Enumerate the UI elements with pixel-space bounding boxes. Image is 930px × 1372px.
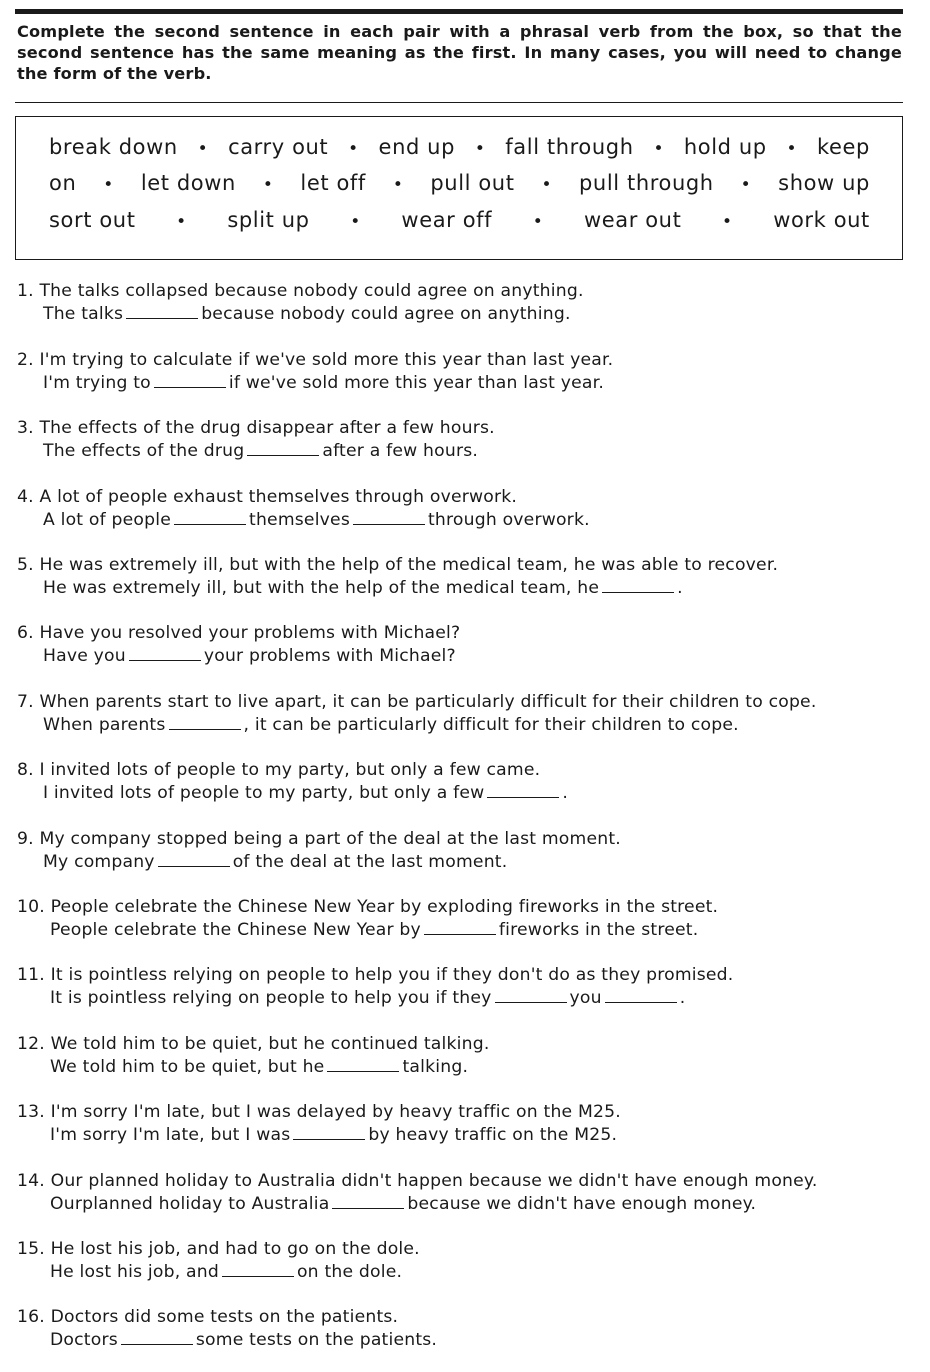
rewrite-sentence <box>17 1124 907 1147</box>
item-number: 14. <box>17 1171 45 1191</box>
word-box-row <box>49 208 870 238</box>
sentence-fragment: . <box>677 578 683 598</box>
original-sentence <box>17 1170 907 1193</box>
sentence-fragment: I'm trying to <box>43 373 151 393</box>
phrasal-verb-option: pull out <box>430 171 515 195</box>
phrasal-verb-option: carry out <box>228 135 329 159</box>
phrasal-verb-option: on <box>49 171 77 195</box>
exercise-item <box>17 1170 907 1216</box>
item-number: 5. <box>17 555 34 575</box>
original-sentence <box>17 1101 907 1124</box>
original-sentence-text: The talks collapsed because nobody could agree on anything. <box>39 281 584 301</box>
sentence-fragment: I'm sorry I'm late, but I was <box>50 1125 291 1145</box>
item-number: 2. <box>17 350 34 370</box>
item-number: 15. <box>17 1239 45 1259</box>
rewrite-sentence <box>17 645 907 668</box>
answer-blank[interactable] <box>293 1125 365 1140</box>
sentence-fragment: by heavy traffic on the M25. <box>368 1125 618 1145</box>
item-number: 9. <box>17 829 34 849</box>
original-sentence-text: Doctors did some tests on the patients. <box>50 1307 399 1327</box>
bullet-separator: • <box>532 212 544 232</box>
original-sentence <box>17 280 907 303</box>
phrasal-verb-option: pull through <box>579 171 714 195</box>
rewrite-sentence <box>17 577 907 600</box>
sentence-fragment: talking. <box>402 1057 469 1077</box>
bullet-separator: • <box>653 139 665 159</box>
phrasal-verb-option: break down <box>49 135 178 159</box>
original-sentence <box>17 622 907 645</box>
answer-blank[interactable] <box>332 1194 404 1209</box>
original-sentence <box>17 486 907 509</box>
rewrite-sentence <box>17 372 907 395</box>
bullet-separator: • <box>197 139 209 159</box>
item-number: 3. <box>17 418 34 438</box>
divider-line <box>15 102 903 103</box>
sentence-fragment: I invited lots of people to my party, but only a few <box>43 783 485 803</box>
exercise-item <box>17 1101 907 1147</box>
item-number: 4. <box>17 487 34 507</box>
instructions: Complete the second sentence in each pair with a phrasal verb from the box, so that the second sentence has the same meaning as the first. In many cases, you will need to change the form of the verb. <box>17 22 902 83</box>
original-sentence <box>17 554 907 577</box>
sentence-fragment: through overwork. <box>427 510 590 530</box>
top-rule <box>15 9 903 14</box>
sentence-fragment: . <box>679 988 686 1008</box>
sentence-fragment: Have you <box>43 646 126 666</box>
bullet-separator: • <box>392 175 404 195</box>
bullet-separator: • <box>786 139 798 159</box>
original-sentence-text: The effects of the drug disappear after a few hours. <box>39 418 495 438</box>
rewrite-sentence <box>17 782 907 805</box>
original-sentence-text: I invited lots of people to my party, but only a few came. <box>39 760 541 780</box>
exercise-item <box>17 280 907 326</box>
sentence-fragment: your problems with Michael? <box>203 646 456 666</box>
phrasal-verb-option: end up <box>378 135 456 159</box>
answer-blank[interactable] <box>605 988 677 1003</box>
item-number: 1. <box>17 281 34 301</box>
rewrite-sentence <box>17 1193 907 1216</box>
original-sentence <box>17 1306 907 1329</box>
original-sentence-text: He lost his job, and had to go on the dole. <box>50 1239 420 1259</box>
answer-blank[interactable] <box>327 1057 399 1072</box>
rewrite-sentence <box>17 1261 907 1284</box>
exercise-item <box>17 896 907 942</box>
sentence-fragment: He lost his job, and <box>50 1262 219 1282</box>
bullet-separator: • <box>350 212 361 232</box>
original-sentence-text: Our planned holiday to Australia didn't happen because we didn't have enough money. <box>50 1171 818 1191</box>
phrasal-verb-option: split up <box>227 208 310 232</box>
sentence-fragment: The talks <box>43 304 124 324</box>
bullet-separator: • <box>348 139 359 159</box>
item-number: 11. <box>17 965 45 985</box>
item-number: 8. <box>17 760 34 780</box>
original-sentence <box>17 691 907 714</box>
bullet-separator: • <box>176 212 187 232</box>
sentence-fragment: My company <box>43 852 155 872</box>
answer-blank[interactable] <box>121 1330 193 1345</box>
exercise-item <box>17 622 907 668</box>
sentence-fragment: if we've sold more this year than last year. <box>228 373 604 393</box>
phrasal-verb-option: fall through <box>505 135 634 159</box>
sentence-fragment: after a few hours. <box>322 441 479 461</box>
answer-blank[interactable] <box>169 715 241 730</box>
sentence-fragment: of the deal at the last moment. <box>232 852 508 872</box>
rewrite-sentence <box>17 851 907 874</box>
sentence-fragment: It is pointless relying on people to help you if they <box>50 988 492 1008</box>
original-sentence-text: It is pointless relying on people to help you if they don't do as they promised. <box>50 965 734 985</box>
original-sentence-text: He was extremely ill, but with the help of the medical team, he was able to recover. <box>39 555 779 575</box>
original-sentence-text: People celebrate the Chinese New Year by exploding fireworks in the street. <box>50 897 719 917</box>
bullet-separator: • <box>740 175 752 195</box>
original-sentence <box>17 349 907 372</box>
word-box-row <box>49 171 870 201</box>
sentence-fragment: on the dole. <box>296 1262 403 1282</box>
original-sentence-text: Have you resolved your problems with Michael? <box>39 623 461 643</box>
sentence-fragment: Doctors <box>50 1330 118 1350</box>
original-sentence <box>17 1033 907 1056</box>
rewrite-sentence <box>17 987 907 1010</box>
rewrite-sentence <box>17 1329 907 1352</box>
phrasal-verb-option: let down <box>140 171 236 195</box>
sentence-fragment: He was extremely ill, but with the help of the medical team, he <box>43 578 600 598</box>
phrasal-verb-option: hold up <box>683 135 767 159</box>
sentence-fragment: because nobody could agree on anything. <box>201 304 571 324</box>
sentence-fragment: fireworks in the street. <box>498 920 699 940</box>
item-number: 6. <box>17 623 34 643</box>
bullet-separator: • <box>262 175 274 195</box>
phrasal-verb-option: wear out <box>583 208 682 232</box>
phrasal-verb-option: work out <box>773 208 870 232</box>
original-sentence <box>17 828 907 851</box>
sentence-fragment: When parents <box>43 715 166 735</box>
original-sentence-text: When parents start to live apart, it can be particularly difficult for their children to cope. <box>39 692 817 712</box>
exercise-item <box>17 1238 907 1284</box>
answer-blank[interactable] <box>247 441 319 456</box>
answer-blank[interactable] <box>129 646 201 661</box>
sentence-fragment: People celebrate the Chinese New Year by <box>50 920 421 940</box>
exercise-item <box>17 759 907 805</box>
exercise-item <box>17 349 907 395</box>
item-number: 7. <box>17 692 34 712</box>
phrasal-verb-option: keep <box>817 135 870 159</box>
sentence-fragment: some tests on the patients. <box>195 1330 438 1350</box>
exercise-item <box>17 1033 907 1079</box>
exercise-item <box>17 486 907 532</box>
rewrite-sentence <box>17 303 907 326</box>
answer-blank[interactable] <box>154 373 226 388</box>
item-number: 16. <box>17 1307 45 1327</box>
original-sentence <box>17 1238 907 1261</box>
exercise-item <box>17 828 907 874</box>
original-sentence <box>17 964 907 987</box>
rewrite-sentence <box>17 1056 907 1079</box>
answer-blank[interactable] <box>126 304 198 319</box>
sentence-fragment: themselves <box>249 510 350 530</box>
exercise-item <box>17 964 907 1010</box>
original-sentence-text: My company stopped being a part of the deal at the last moment. <box>39 829 621 849</box>
sentence-fragment: you <box>569 988 602 1008</box>
sentence-fragment: . <box>562 783 569 803</box>
phrasal-verb-option: wear off <box>401 208 493 232</box>
rewrite-sentence <box>17 509 907 532</box>
rewrite-sentence <box>17 714 907 737</box>
sentence-fragment: Ourplanned holiday to Australia <box>50 1194 330 1214</box>
original-sentence <box>17 417 907 440</box>
item-number: 13. <box>17 1102 45 1122</box>
answer-blank[interactable] <box>424 920 496 935</box>
word-box-row <box>49 135 870 165</box>
sentence-fragment: The effects of the drug <box>43 441 245 461</box>
rewrite-sentence <box>17 440 907 463</box>
rewrite-sentence <box>17 919 907 942</box>
exercise-item <box>17 554 907 600</box>
answer-blank[interactable] <box>487 783 559 798</box>
original-sentence-text: A lot of people exhaust themselves through overwork. <box>39 487 518 507</box>
phrasal-verb-box <box>15 116 903 260</box>
item-number: 10. <box>17 897 45 917</box>
exercise-item <box>17 1306 907 1352</box>
answer-blank[interactable] <box>174 510 246 525</box>
item-number: 12. <box>17 1034 45 1054</box>
phrasal-verb-option: let off <box>300 171 366 195</box>
answer-blank[interactable] <box>495 988 567 1003</box>
original-sentence <box>17 896 907 919</box>
exercise-item <box>17 417 907 463</box>
bullet-separator: • <box>103 175 114 195</box>
sentence-fragment: because we didn't have enough money. <box>407 1194 757 1214</box>
sentence-fragment: We told him to be quiet, but he <box>50 1057 325 1077</box>
original-sentence <box>17 759 907 782</box>
bullet-separator: • <box>474 139 486 159</box>
phrasal-verb-option: show up <box>778 171 870 195</box>
answer-blank[interactable] <box>222 1262 294 1277</box>
sentence-fragment: A lot of people <box>43 510 172 530</box>
answer-blank[interactable] <box>158 852 230 867</box>
original-sentence-text: I'm sorry I'm late, but I was delayed by heavy traffic on the M25. <box>50 1102 621 1122</box>
original-sentence-text: We told him to be quiet, but he continued talking. <box>50 1034 490 1054</box>
answer-blank[interactable] <box>353 510 425 525</box>
exercise-item <box>17 691 907 737</box>
original-sentence-text: I'm trying to calculate if we've sold more this year than last year. <box>39 350 614 370</box>
bullet-separator: • <box>541 175 553 195</box>
answer-blank[interactable] <box>602 578 674 593</box>
phrasal-verb-option: sort out <box>49 208 136 232</box>
bullet-separator: • <box>721 212 733 232</box>
sentence-fragment: , it can be particularly difficult for their children to cope. <box>243 715 739 735</box>
